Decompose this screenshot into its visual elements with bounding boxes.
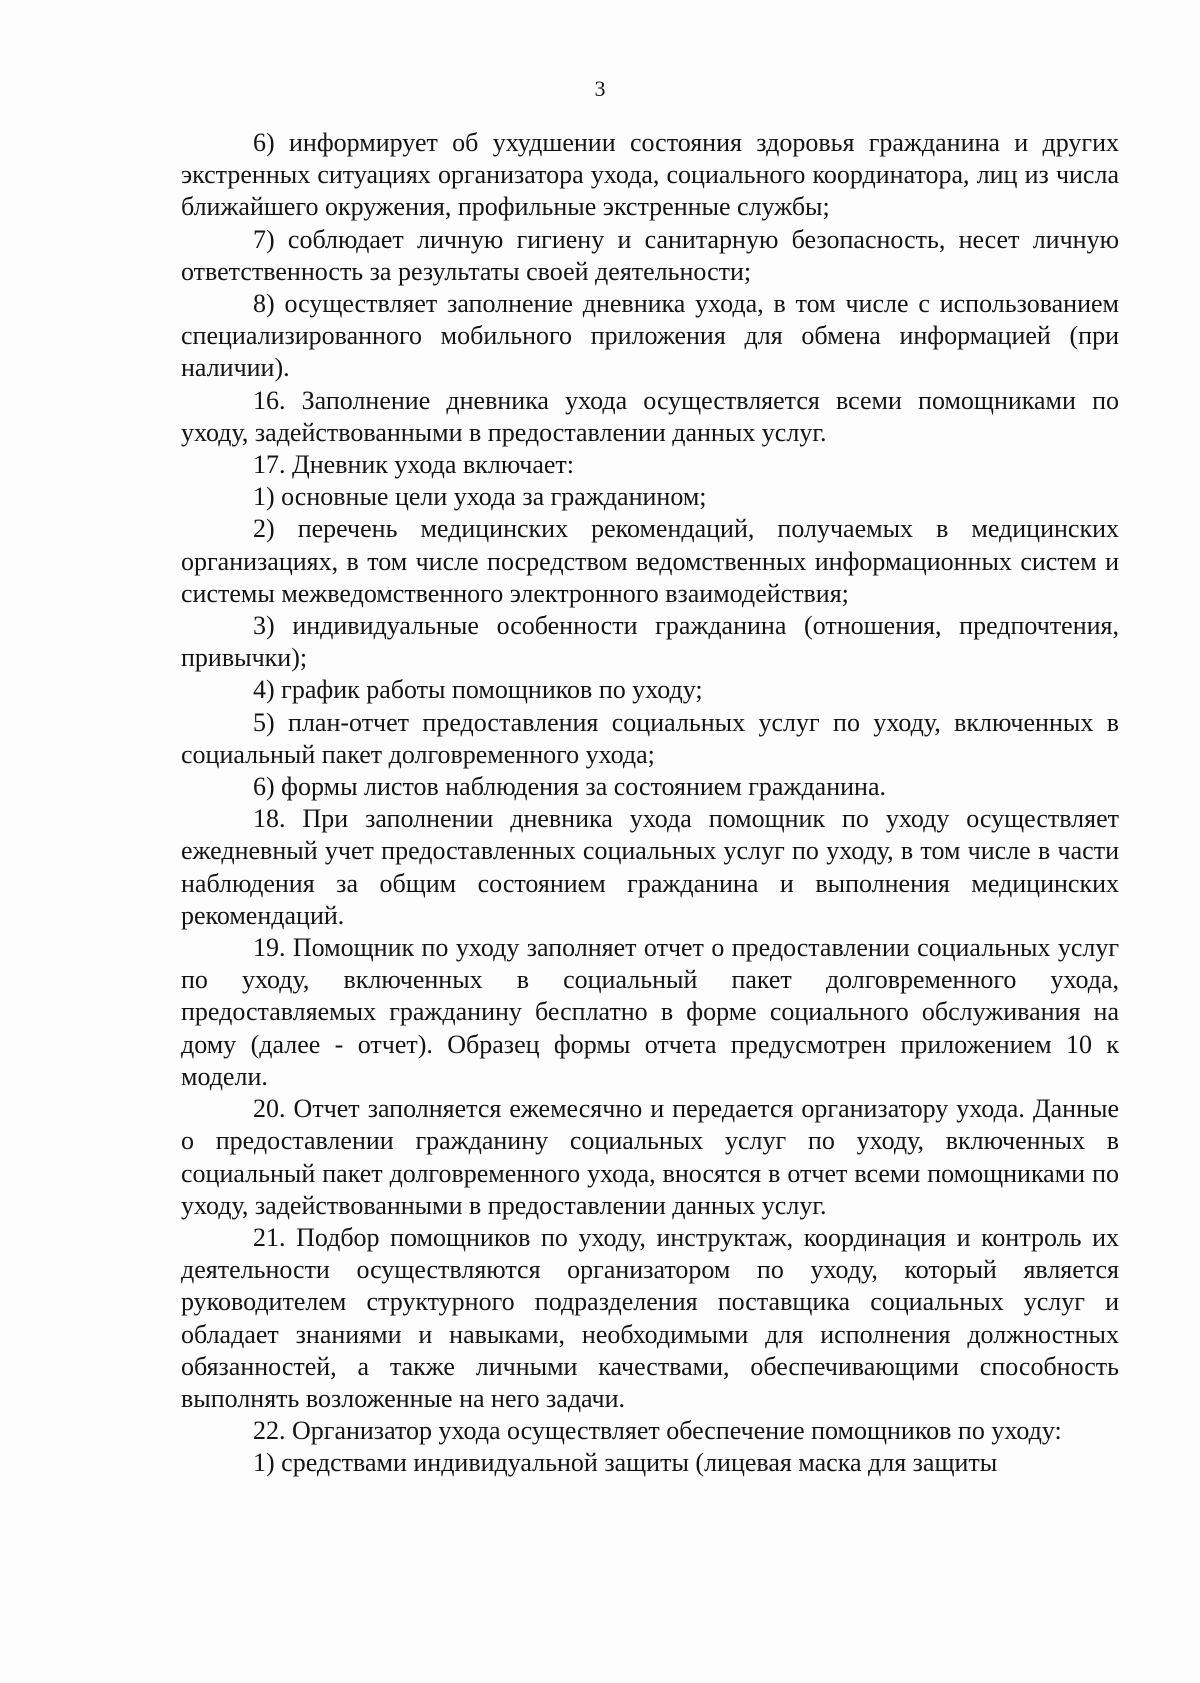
paragraph-17: 17. Дневник ухода включает: bbox=[253, 450, 575, 480]
paragraph-17-item-2: 2) перечень медицинских рекомендаций, получаемых в медицинских организациях, в том числе посредством ведомственных информационных систем и системы межведомственного электронного взаимодействия; bbox=[181, 514, 1119, 608]
paragraph-20: 20. Отчет заполняется ежемесячно и передается организатору ухода. Данные о предоставлении гражданину социальных услуг по уходу, включенных в социальный пакет долговременного ухода, вносятся в отчет всеми помощниками по уходу, задействованными в предоставлении данных услуг. bbox=[181, 1094, 1119, 1220]
paragraph-22-item-1: 1) средствами индивидуальной защиты (лицевая маска для защиты bbox=[253, 1448, 998, 1478]
paragraph-17-item-6: 6) формы листов наблюдения за состоянием гражданина. bbox=[253, 772, 886, 802]
paragraph-21: 21. Подбор помощников по уходу, инструктаж, координация и контроль их деятельности осуществляются организатором по уходу, который является руководителем структурного подразделения поставщика социальных услуг и обладает знаниями и навыками, необходимыми для исполнения должностных обязанностей, а также личными качествами, обеспечивающими способность выполнять возложенные на него задачи. bbox=[181, 1222, 1119, 1413]
page-number: 3 bbox=[594, 76, 606, 101]
document-body bbox=[181, 127, 1119, 1480]
paragraph-19: 19. Помощник по уходу заполняет отчет о предоставлении социальных услуг по уходу, включенных в социальный пакет долговременного ухода, предоставляемых гражданину бесплатно в форме социального обслуживания на дому (далее - отчет). Образец формы отчета предусмотрен приложением 10 к модели. bbox=[181, 933, 1119, 1091]
paragraph-item-7: 7) соблюдает личную гигиену и санитарную безопасность, несет личную ответственность за результаты своей деятельности; bbox=[181, 224, 1119, 286]
paragraph-18: 18. При заполнении дневника ухода помощник по уходу осуществляет ежедневный учет предоставленных социальных услуг по уходу, в том числе в части наблюдения за общим состоянием гражданина и выполнения медицинских рекомендаций. bbox=[181, 804, 1119, 930]
paragraph-item-8: 8) осуществляет заполнение дневника ухода, в том числе с использованием специализированного мобильного приложения для обмена информацией (при наличии). bbox=[181, 289, 1119, 383]
paragraph-17-item-1: 1) основные цели ухода за гражданином; bbox=[253, 482, 707, 512]
paragraph-17-item-5: 5) план-отчет предоставления социальных услуг по уходу, включенных в социальный пакет долговременного ухода; bbox=[181, 707, 1119, 769]
paragraph-17-item-4: 4) график работы помощников по уходу; bbox=[253, 675, 703, 705]
paragraph-22: 22. Организатор ухода осуществляет обеспечение помощников по уходу: bbox=[253, 1416, 1062, 1446]
paragraph-item-6: 6) информирует об ухудшении состояния здоровья гражданина и других экстренных ситуациях организатора ухода, социального координатора, лиц из числа ближайшего окружения, профильные экстренные службы; bbox=[181, 128, 1119, 222]
paragraph-17-item-3: 3) индивидуальные особенности гражданина (отношения, предпочтения, привычки); bbox=[181, 611, 1119, 673]
paragraph-16: 16. Заполнение дневника ухода осуществляется всеми помощниками по уходу, задействованными в предоставлении данных услуг. bbox=[181, 385, 1119, 447]
